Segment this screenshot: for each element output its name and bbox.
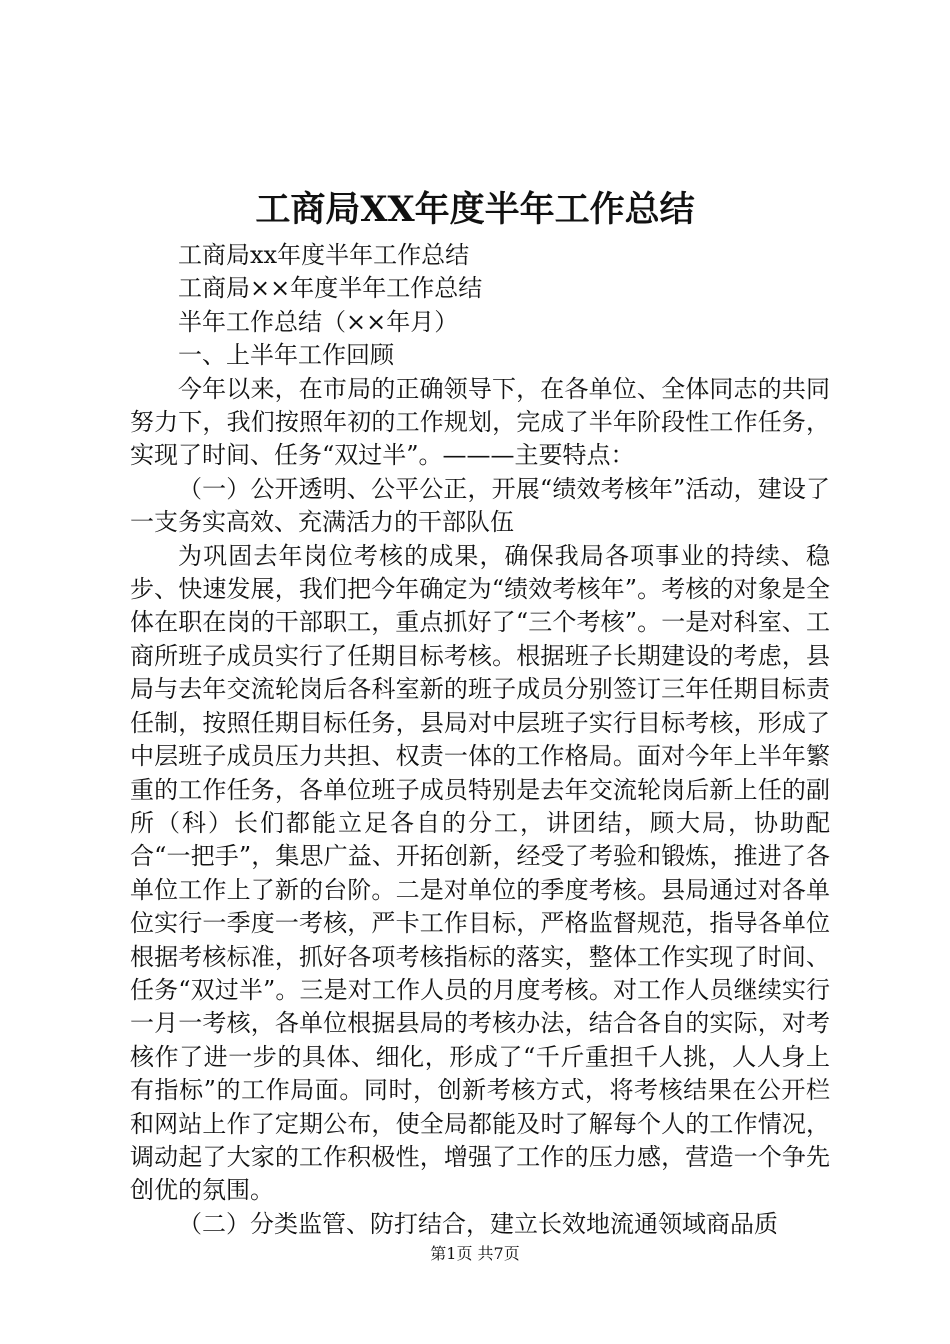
subsection-heading-2: （二）分类监管、防打结合，建立长效地流通领域商品质 <box>178 1209 778 1238</box>
paragraph-subtitle-3: 半年工作总结（××年月） <box>178 307 459 336</box>
paragraph-body: 为巩固去年岗位考核的成果，确保我局各项事业的持续、稳步、快速发展，我们把今年确定为“绩效考核年”。考核的对象是全体在职在岗的干部职工，重点抓好了“三个考核”。一是对科室、工商所班子成员实行了任期目标考核。根据班子长期建设的考虑，县局与去年交流轮岗后各科室新的班子成员分别签订三年任期目标责任制，按照任期目标任务，县局对中层班子实行目标考核，形成了中层班子成员压力共担、权责一体的工作格局。面对今年上半年繁重的工作任务，各单位班子成员特别是去年交流轮岗后新上任的副所（科）长们都能立足各自的分工，讲团结，顾大局，协助配合“一把手”，集思广益、开拓创新，经受了考验和锻炼，推进了各单位工作上了新的台阶。二是对单位的季度考核。县局通过对各单位实行一季度一考核，严卡工作目标，严格监督规范，指导各单位根据考核标准，抓好各项考核指标的落实，整体工作实现了时间、任务“双过半”。三是对工作人员的月度考核。对工作人员继续实行一月一考核，各单位根据县局的考核办法，结合各自的实际，对考核作了进一步的具体、细化，形成了“千斤重担千人挑，人人身上有指标”的工作局面。同时，创新考核方式，将考核结果在公开栏和网站上作了定期公布，使全局都能及时了解每个人的工作情况，调动起了大家的工作积极性，增强了工作的压力感，营造一个争先创优的氛围。 <box>130 541 830 1205</box>
page-number-footer: 第1页 共7页 <box>430 1244 520 1263</box>
document-body <box>130 239 830 1241</box>
section-heading: 一、上半年工作回顾 <box>178 341 394 370</box>
paragraph-intro: 今年以来，在市局的正确领导下，在各单位、全体同志的共同努力下，我们按照年初的工作规划，完成了半年阶段性工作任务，实现了时间、任务“双过半”。———主要特点： <box>130 374 830 470</box>
paragraph-subtitle-1: 工商局xx年度半年工作总结 <box>178 241 470 269</box>
paragraph-subtitle-2: 工商局××年度半年工作总结 <box>178 274 483 303</box>
subsection-heading-1: （一）公开透明、公平公正，开展“绩效考核年”活动，建设了一支务实高效、充满活力的干部队伍 <box>130 474 830 537</box>
document-title: 工商局XX年度半年工作总结 <box>255 189 695 230</box>
